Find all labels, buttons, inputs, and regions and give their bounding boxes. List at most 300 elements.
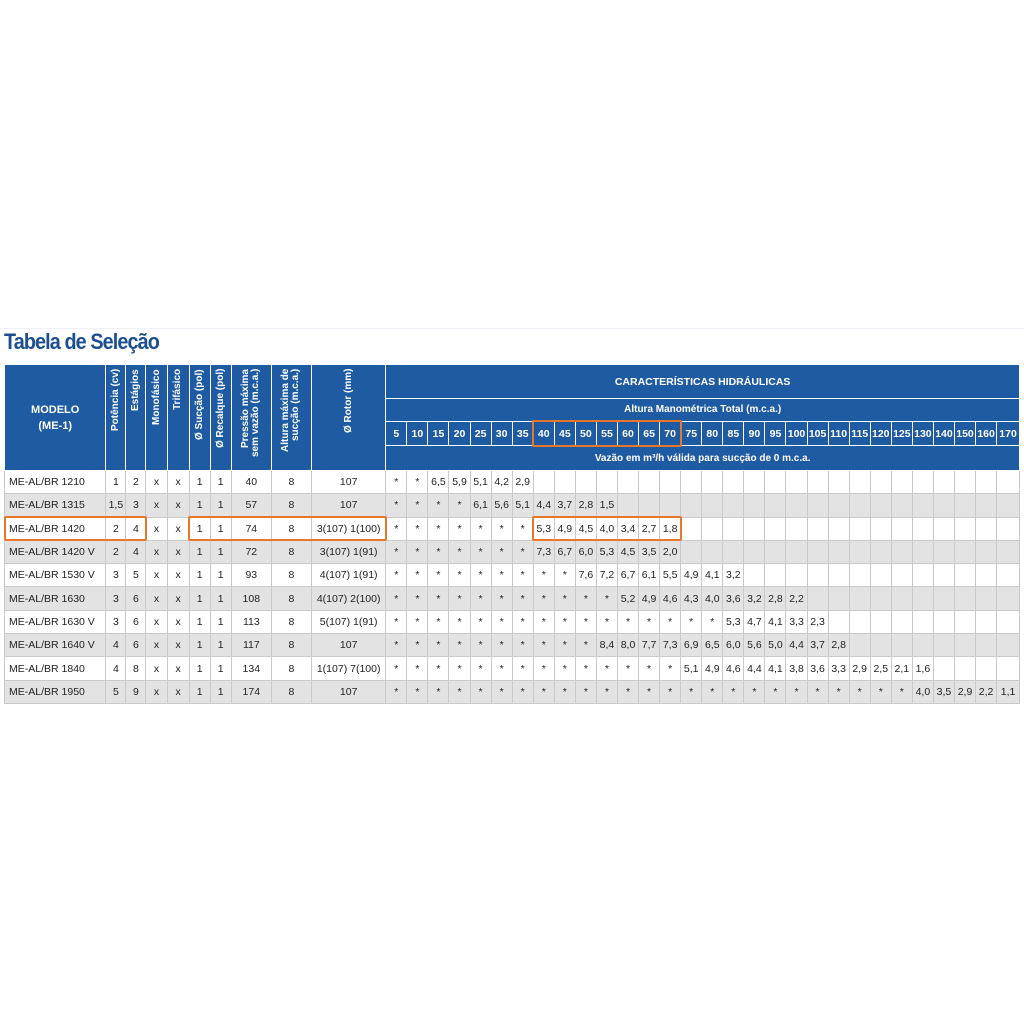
flow-cell: * [702, 680, 723, 703]
flow-cell: * [639, 657, 660, 680]
head-value: 55 [596, 421, 617, 446]
flow-cell: * [407, 540, 428, 563]
head-value: 140 [933, 421, 954, 446]
flow-cell: * [428, 680, 449, 703]
flow-cell [744, 517, 765, 540]
flow-cell: 6,5 [702, 634, 723, 657]
flow-cell: * [596, 680, 617, 703]
potencia-cell: 1,5 [106, 494, 126, 517]
flow-cell: * [533, 634, 554, 657]
flow-cell: * [470, 564, 491, 587]
mono-cell: x [146, 517, 167, 540]
flow-cell: 2,9 [954, 680, 975, 703]
estagios-cell: 4 [126, 517, 146, 540]
tri-cell: x [167, 610, 189, 633]
flow-cell: 2,3 [807, 610, 828, 633]
head-value: 30 [491, 421, 512, 446]
flow-cell [617, 494, 638, 517]
flow-cell: * [765, 680, 786, 703]
head-value: 170 [997, 421, 1020, 446]
table-row [5, 634, 1020, 657]
model-cell: ME-AL/BR 1315 [5, 494, 106, 517]
flow-cell: * [386, 610, 407, 633]
rotor-cell: 107 [312, 471, 386, 494]
flow-cell: 6,1 [470, 494, 491, 517]
flow-cell: 4,0 [702, 587, 723, 610]
head-value: 60 [617, 421, 638, 446]
pressao-cell: 57 [231, 494, 271, 517]
rotor-cell: 107 [312, 680, 386, 703]
tri-cell: x [167, 494, 189, 517]
flow-cell: 5,1 [512, 494, 533, 517]
flow-cell [912, 610, 933, 633]
flow-cell: 6,9 [681, 634, 702, 657]
rotor-cell: 1(107) 7(100) [312, 657, 386, 680]
flow-cell: 3,7 [807, 634, 828, 657]
recalque-cell: 1 [210, 517, 231, 540]
potencia-cell: 4 [106, 657, 126, 680]
flow-cell [870, 540, 891, 563]
flow-cell: * [428, 657, 449, 680]
header-succao: Ø Sucção (pol) [189, 365, 210, 471]
flow-cell [702, 540, 723, 563]
flow-cell [765, 494, 786, 517]
tri-cell: x [167, 564, 189, 587]
recalque-cell: 1 [210, 680, 231, 703]
flow-cell [744, 564, 765, 587]
flow-cell [744, 494, 765, 517]
flow-cell: 3,6 [723, 587, 744, 610]
flow-cell [786, 471, 807, 494]
head-value: 95 [765, 421, 786, 446]
flow-cell: 8,0 [617, 634, 638, 657]
flow-cell: * [407, 494, 428, 517]
flow-cell: * [554, 564, 575, 587]
flow-cell [849, 564, 870, 587]
flow-cell: * [807, 680, 828, 703]
flow-cell: * [575, 680, 596, 703]
tri-cell: x [167, 634, 189, 657]
flow-cell: * [512, 587, 533, 610]
flow-cell: 7,2 [596, 564, 617, 587]
flow-cell: 7,6 [575, 564, 596, 587]
flow-cell [849, 540, 870, 563]
flow-cell [954, 471, 975, 494]
flow-cell: 5,3 [723, 610, 744, 633]
flow-cell: * [470, 610, 491, 633]
flow-cell: 7,3 [533, 540, 554, 563]
flow-cell [912, 564, 933, 587]
page-title: Tabela de Seleção [4, 329, 159, 354]
flow-cell: * [470, 540, 491, 563]
flow-cell: * [786, 680, 807, 703]
flow-cell [849, 494, 870, 517]
flow-cell: 3,3 [786, 610, 807, 633]
flow-cell: * [512, 634, 533, 657]
flow-cell: * [660, 657, 681, 680]
flow-cell: 1,1 [997, 680, 1020, 703]
head-value: 50 [575, 421, 596, 446]
altura-cell: 8 [271, 517, 311, 540]
flow-cell: * [554, 657, 575, 680]
flow-cell [933, 564, 954, 587]
flow-cell: 2,2 [786, 587, 807, 610]
flow-cell: * [449, 610, 470, 633]
flow-cell [660, 471, 681, 494]
succao-cell: 1 [189, 494, 210, 517]
flow-cell: 5,2 [617, 587, 638, 610]
head-value: 80 [702, 421, 723, 446]
flow-cell [828, 540, 849, 563]
flow-cell [828, 494, 849, 517]
flow-cell [997, 587, 1020, 610]
flow-cell: 1,8 [660, 517, 681, 540]
pressao-cell: 174 [231, 680, 271, 703]
flow-cell [891, 564, 912, 587]
flow-cell [617, 471, 638, 494]
flow-cell: 4,0 [596, 517, 617, 540]
flow-cell: 4,1 [702, 564, 723, 587]
head-value: 5 [386, 421, 407, 446]
header-caracteristicas: CARACTERÍSTICAS HIDRÁULICAS [386, 365, 1020, 399]
flow-cell [997, 634, 1020, 657]
flow-cell: 7,3 [660, 634, 681, 657]
recalque-cell: 1 [210, 471, 231, 494]
flow-cell: * [470, 517, 491, 540]
mono-cell: x [146, 564, 167, 587]
mono-cell: x [146, 680, 167, 703]
flow-cell: 4,0 [912, 680, 933, 703]
flow-cell: 7,7 [639, 634, 660, 657]
flow-cell: * [849, 680, 870, 703]
estagios-cell: 5 [126, 564, 146, 587]
flow-cell: 4,4 [744, 657, 765, 680]
table-row [5, 657, 1020, 680]
flow-cell: 6,0 [575, 540, 596, 563]
header-modelo-label: MODELO [31, 403, 80, 416]
flow-cell: * [870, 680, 891, 703]
flow-cell [849, 587, 870, 610]
flow-cell [681, 471, 702, 494]
recalque-cell: 1 [210, 494, 231, 517]
flow-cell: * [449, 657, 470, 680]
flow-cell: 4,9 [639, 587, 660, 610]
flow-cell: 4,3 [681, 587, 702, 610]
tri-cell: x [167, 587, 189, 610]
flow-cell [933, 540, 954, 563]
succao-cell: 1 [189, 471, 210, 494]
pressao-cell: 113 [231, 610, 271, 633]
succao-cell: 1 [189, 517, 210, 540]
flow-cell [976, 657, 997, 680]
flow-cell [891, 494, 912, 517]
flow-cell: * [596, 657, 617, 680]
header-rotor: Ø Rotor (mm) [312, 365, 386, 471]
head-value: 25 [470, 421, 491, 446]
flow-cell: * [639, 680, 660, 703]
flow-cell: * [428, 587, 449, 610]
tri-cell: x [167, 680, 189, 703]
flow-cell [533, 471, 554, 494]
head-value: 10 [407, 421, 428, 446]
header-vazao: Vazão em m³/h válida para sucção de 0 m.c.a. [386, 446, 1020, 471]
selection-table [4, 364, 1020, 704]
flow-cell: * [639, 610, 660, 633]
flow-cell [976, 517, 997, 540]
flow-cell [870, 494, 891, 517]
flow-cell [912, 471, 933, 494]
flow-cell: 3,2 [723, 564, 744, 587]
flow-cell [849, 610, 870, 633]
flow-cell [997, 657, 1020, 680]
flow-cell: 4,5 [575, 517, 596, 540]
head-value: 65 [639, 421, 660, 446]
flow-cell: * [575, 610, 596, 633]
flow-cell [891, 540, 912, 563]
head-value: 115 [849, 421, 870, 446]
flow-cell: * [407, 564, 428, 587]
header-modelo [5, 365, 106, 471]
model-cell: ME-AL/BR 1630 V [5, 610, 106, 633]
flow-cell [870, 471, 891, 494]
flow-cell [997, 540, 1020, 563]
flow-cell: * [386, 494, 407, 517]
succao-cell: 1 [189, 610, 210, 633]
flow-cell [807, 494, 828, 517]
flow-cell: * [449, 494, 470, 517]
estagios-cell: 3 [126, 494, 146, 517]
flow-cell [786, 517, 807, 540]
flow-cell [702, 471, 723, 494]
model-cell: ME-AL/BR 1640 V [5, 634, 106, 657]
flow-cell [554, 471, 575, 494]
pressao-cell: 74 [231, 517, 271, 540]
head-value: 130 [912, 421, 933, 446]
model-cell: ME-AL/BR 1950 [5, 680, 106, 703]
altura-cell: 8 [271, 471, 311, 494]
header-estagios: Estágios [126, 365, 146, 471]
flow-cell [976, 471, 997, 494]
flow-cell [912, 494, 933, 517]
potencia-cell: 3 [106, 564, 126, 587]
flow-cell: * [617, 610, 638, 633]
flow-cell: * [533, 564, 554, 587]
flow-cell [744, 540, 765, 563]
rotor-cell: 4(107) 2(100) [312, 587, 386, 610]
rotor-cell: 107 [312, 634, 386, 657]
flow-cell: 3,5 [639, 540, 660, 563]
altura-cell: 8 [271, 540, 311, 563]
flow-cell: * [386, 564, 407, 587]
flow-cell: 8,4 [596, 634, 617, 657]
flow-cell [681, 517, 702, 540]
flow-cell: 4,7 [744, 610, 765, 633]
flow-cell [933, 471, 954, 494]
flow-cell [912, 587, 933, 610]
flow-cell [870, 610, 891, 633]
flow-cell [765, 517, 786, 540]
flow-cell [933, 517, 954, 540]
flow-cell [807, 517, 828, 540]
flow-cell [681, 494, 702, 517]
head-value: 100 [786, 421, 807, 446]
flow-cell: * [533, 587, 554, 610]
flow-cell: * [533, 657, 554, 680]
flow-cell [786, 494, 807, 517]
flow-cell: * [575, 657, 596, 680]
flow-cell: * [512, 540, 533, 563]
flow-cell: 2,9 [512, 471, 533, 494]
flow-cell [954, 517, 975, 540]
flow-cell: * [449, 517, 470, 540]
flow-cell: 2,0 [660, 540, 681, 563]
potencia-cell: 2 [106, 540, 126, 563]
header-altura-total: Altura Manométrica Total (m.c.a.) [386, 399, 1020, 421]
flow-cell: * [512, 610, 533, 633]
model-cell: ME-AL/BR 1630 [5, 587, 106, 610]
flow-cell [997, 494, 1020, 517]
succao-cell: 1 [189, 680, 210, 703]
header-trifasico: Trifásico [167, 365, 189, 471]
flow-cell [933, 634, 954, 657]
flow-cell: * [428, 517, 449, 540]
flow-cell: * [491, 540, 512, 563]
flow-cell: * [449, 587, 470, 610]
flow-cell: 3,3 [828, 657, 849, 680]
flow-cell [723, 471, 744, 494]
flow-cell [660, 494, 681, 517]
head-value: 90 [744, 421, 765, 446]
flow-cell: * [575, 634, 596, 657]
flow-cell: * [681, 680, 702, 703]
flow-cell: 3,2 [744, 587, 765, 610]
estagios-cell: 2 [126, 471, 146, 494]
head-value: 160 [976, 421, 997, 446]
flow-cell [702, 517, 723, 540]
flow-cell [933, 657, 954, 680]
flow-cell: * [891, 680, 912, 703]
mono-cell: x [146, 587, 167, 610]
flow-cell: * [491, 610, 512, 633]
model-cell: ME-AL/BR 1420 [5, 517, 106, 540]
flow-cell [807, 587, 828, 610]
flow-cell [681, 540, 702, 563]
flow-cell: 2,9 [849, 657, 870, 680]
potencia-cell: 3 [106, 587, 126, 610]
flow-cell: 5,3 [533, 517, 554, 540]
tri-cell: x [167, 657, 189, 680]
head-value: 70 [660, 421, 681, 446]
flow-cell: * [554, 610, 575, 633]
flow-cell: 1,6 [912, 657, 933, 680]
flow-cell [997, 610, 1020, 633]
tri-cell: x [167, 540, 189, 563]
recalque-cell: 1 [210, 634, 231, 657]
tri-cell: x [167, 517, 189, 540]
flow-cell [976, 540, 997, 563]
header-pressao: Pressão máxima sem vazão (m.c.a.) [231, 365, 271, 471]
flow-cell: * [554, 634, 575, 657]
flow-cell [807, 540, 828, 563]
flow-cell [849, 517, 870, 540]
potencia-cell: 2 [106, 517, 126, 540]
flow-cell [870, 517, 891, 540]
flow-cell: 5,5 [660, 564, 681, 587]
flow-cell: * [554, 587, 575, 610]
head-value: 20 [449, 421, 470, 446]
flow-cell: * [386, 634, 407, 657]
potencia-cell: 4 [106, 634, 126, 657]
flow-cell: * [407, 610, 428, 633]
mono-cell: x [146, 494, 167, 517]
flow-cell: 3,5 [933, 680, 954, 703]
recalque-cell: 1 [210, 657, 231, 680]
header-monofasico: Monofásico [146, 365, 167, 471]
mono-cell: x [146, 657, 167, 680]
flow-cell [828, 587, 849, 610]
flow-cell: 6,1 [639, 564, 660, 587]
flow-cell: 4,6 [660, 587, 681, 610]
flow-cell: * [491, 680, 512, 703]
estagios-cell: 4 [126, 540, 146, 563]
flow-cell [870, 634, 891, 657]
flow-cell [954, 610, 975, 633]
flow-cell: 4,2 [491, 471, 512, 494]
head-value: 40 [533, 421, 554, 446]
flow-cell: * [617, 680, 638, 703]
flow-cell [765, 471, 786, 494]
flow-cell [997, 471, 1020, 494]
flow-cell: * [449, 634, 470, 657]
rotor-cell: 4(107) 1(91) [312, 564, 386, 587]
flow-cell [954, 657, 975, 680]
flow-cell [723, 494, 744, 517]
flow-cell: * [407, 680, 428, 703]
table-row [5, 517, 1020, 540]
flow-cell [702, 494, 723, 517]
head-value: 45 [554, 421, 575, 446]
flow-cell: 5,6 [491, 494, 512, 517]
flow-cell: 4,1 [765, 610, 786, 633]
altura-cell: 8 [271, 680, 311, 703]
flow-cell: * [428, 540, 449, 563]
flow-cell [723, 517, 744, 540]
flow-cell [976, 634, 997, 657]
flow-cell [849, 471, 870, 494]
mono-cell: x [146, 471, 167, 494]
flow-cell: 2,7 [639, 517, 660, 540]
estagios-cell: 6 [126, 634, 146, 657]
flow-cell: 6,0 [723, 634, 744, 657]
flow-cell: * [723, 680, 744, 703]
flow-cell [870, 587, 891, 610]
flow-cell: * [554, 680, 575, 703]
estagios-cell: 8 [126, 657, 146, 680]
model-cell: ME-AL/BR 1210 [5, 471, 106, 494]
recalque-cell: 1 [210, 564, 231, 587]
flow-cell [954, 587, 975, 610]
flow-cell: * [470, 680, 491, 703]
flow-cell: 3,6 [807, 657, 828, 680]
flow-cell [828, 610, 849, 633]
flow-cell: * [744, 680, 765, 703]
flow-cell: * [407, 587, 428, 610]
rotor-cell: 3(107) 1(91) [312, 540, 386, 563]
table-row [5, 564, 1020, 587]
flow-cell: * [596, 610, 617, 633]
altura-cell: 8 [271, 634, 311, 657]
flow-cell: 4,4 [533, 494, 554, 517]
